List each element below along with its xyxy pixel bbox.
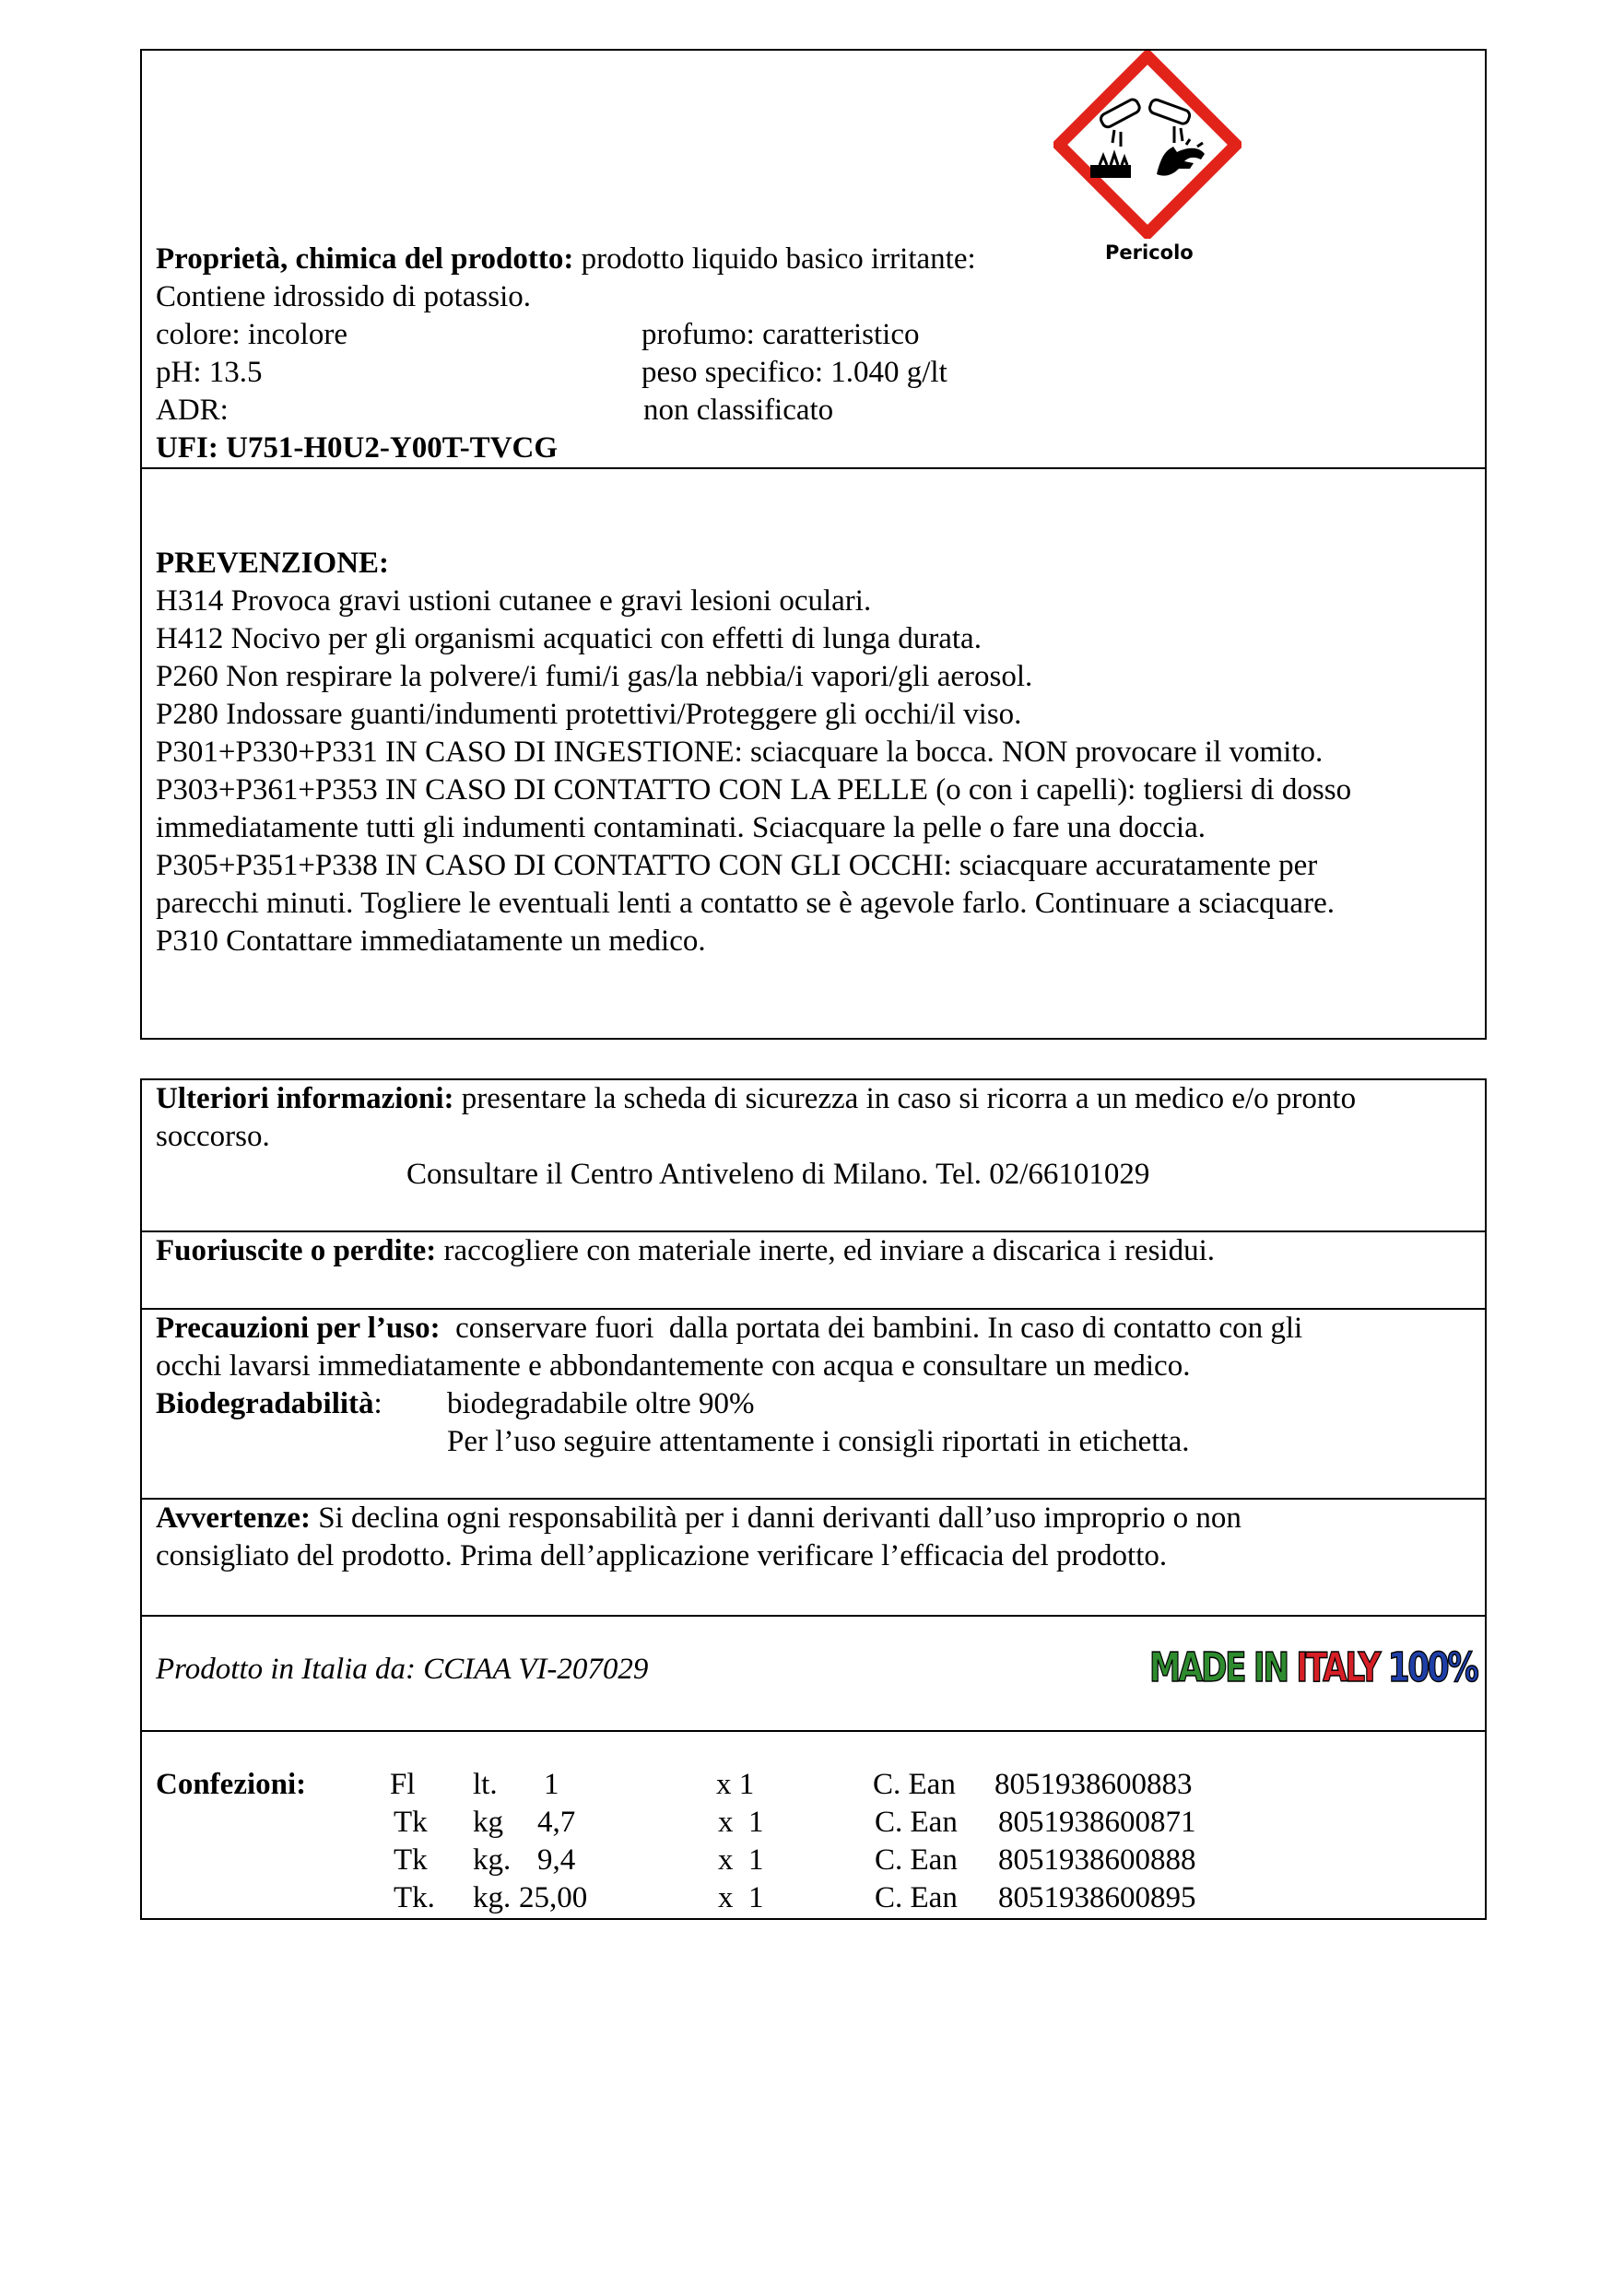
packaging-ean-label: C. Ean [875, 1881, 958, 1914]
biodegradability-value: biodegradabile oltre 90% [447, 1387, 755, 1420]
packaging-type: Tk. [394, 1881, 435, 1914]
packaging-qty: 9,4 [537, 1843, 576, 1877]
prevention-line: P280 Indossare guanti/indumenti protettivi/Proteggere gli occhi/il viso. [156, 698, 1022, 731]
packaging-ean: 8051938600895 [998, 1881, 1196, 1914]
spills-label: Fuoriuscite o perdite: [156, 1234, 437, 1267]
packaging-unit: kg [473, 1806, 503, 1839]
prevention-line: H314 Provoca gravi ustioni cutanee e gravi lesioni oculari. [156, 584, 872, 618]
made-in-italy-logo [1149, 1645, 1477, 1691]
prevention-line: P301+P330+P331 IN CASO DI INGESTIONE: sciacquare la bocca. NON provocare il vomito. [156, 736, 1324, 769]
packaging-mult: x 1 [718, 1843, 764, 1877]
packaging-ean-label: C. Ean [875, 1806, 958, 1839]
warnings-line-1 [156, 1500, 1242, 1537]
packaging-unit: kg. [473, 1881, 512, 1914]
precautions-line-2: occhi lavarsi immediatamente e abbondantemente con acqua e consultare un medico. [156, 1349, 1191, 1383]
info-line-1 [156, 1080, 1356, 1118]
biodegradability-note: Per l’uso seguire attentamente i consigli riportati in etichetta. [447, 1425, 1190, 1458]
packaging-unit: lt. [473, 1768, 498, 1801]
packaging-ean: 8051938600883 [994, 1768, 1193, 1801]
properties-adr-value: non classificato [643, 394, 834, 427]
packaging-mult: x 1 [718, 1881, 764, 1914]
packaging-mult: x 1 [716, 1768, 755, 1801]
divider [142, 1615, 1485, 1617]
logo-in: IN [1244, 1644, 1297, 1691]
warnings-text: Si declina ogni responsabilità per i danni derivanti dall’uso improprio o non [310, 1501, 1242, 1535]
properties-ufi [156, 430, 558, 467]
divider [142, 467, 1485, 469]
packaging-qty: 1 [544, 1768, 559, 1801]
logo-made: MADE [1149, 1644, 1245, 1691]
packaging-qty: 25,00 [519, 1881, 588, 1914]
packaging-qty: 4,7 [537, 1806, 576, 1839]
packaging-ean-label: C. Ean [875, 1843, 958, 1877]
precautions-line-1 [156, 1310, 1302, 1348]
warnings-line-2: consigliato del prodotto. Prima dell’applicazione verificare l’efficacia del prodotto. [156, 1539, 1168, 1572]
properties-title-line [156, 241, 976, 278]
biodegradability-colon: : [373, 1387, 382, 1420]
packaging-label [156, 1766, 306, 1804]
corrosion-icon [1053, 51, 1242, 239]
packaging-type: Tk [394, 1843, 428, 1877]
signal-word: Pericolo [1105, 241, 1194, 264]
info-centro-antiveleno: Consultare il Centro Antiveleno di Milano. Tel. 02/66101029 [406, 1158, 1150, 1191]
packaging-ean: 8051938600871 [998, 1806, 1196, 1839]
properties-adr-label: ADR: [156, 394, 229, 427]
packaging-mult: x 1 [718, 1806, 764, 1839]
prevention-line: immediatamente tutti gli indumenti contaminati. Sciacquare la pelle o fare una doccia. [156, 811, 1206, 844]
packaging-ean-label: C. Ean [873, 1768, 956, 1801]
packaging-ean: 8051938600888 [998, 1843, 1196, 1877]
properties-profumo: profumo: caratteristico [641, 318, 920, 351]
logo-percent: 100% [1379, 1644, 1477, 1691]
prevention-line: parecchi minuti. Togliere le eventuali lenti a contatto se è agevole farlo. Continuare a sciacquare. [156, 887, 1335, 920]
precautions-text: conservare fuori dalla portata dei bambini. In caso di contatto con gli [440, 1312, 1303, 1345]
packaging-type: Tk [394, 1806, 428, 1839]
prevention-line: H412 Nocivo per gli organismi acquatici con effetti di lunga durata. [156, 622, 982, 655]
properties-ph: pH: 13.5 [156, 356, 263, 389]
info-text: presentare la scheda di sicurezza in caso si ricorra a un medico e/o pronto [453, 1082, 1357, 1115]
precautions-label: Precauzioni per l’uso: [156, 1312, 441, 1345]
properties-title: Proprietà, chimica del prodotto: [156, 242, 574, 276]
prevention-line: P305+P351+P338 IN CASO DI CONTATTO CON GLI OCCHI: sciacquare accuratamente per [156, 849, 1318, 882]
spills-line [156, 1232, 1215, 1270]
info-label: Ulteriori informazioni: [156, 1082, 454, 1115]
warnings-label: Avvertenze: [156, 1501, 311, 1535]
properties-contains: Contiene idrossido di potassio. [156, 280, 531, 313]
packaging-type: Fl [390, 1768, 416, 1801]
prevention-heading: PREVENZIONE: [156, 547, 390, 580]
spills-text: raccogliere con materiale inerte, ed inviare a discarica i residui. [436, 1234, 1216, 1267]
ufi-code: UFI: U751-H0U2-Y00T-TVCG [156, 431, 559, 465]
prevention-line: P310 Contattare immediatamente un medico. [156, 924, 706, 958]
properties-description: prodotto liquido basico irritante: [573, 242, 976, 276]
prevention-line: P303+P361+P353 IN CASO DI CONTATTO CON LA PELLE (o con i capelli): togliersi di dosso [156, 773, 1352, 807]
divider [142, 1730, 1485, 1732]
properties-colore: colore: incolore [156, 318, 347, 351]
prevention-line: P260 Non respirare la polvere/i fumi/i gas/la nebbia/i vapori/gli aerosol. [156, 660, 1033, 693]
info-line-2: soccorso. [156, 1120, 270, 1153]
packaging-unit: kg. [473, 1843, 512, 1877]
prevention-title [156, 545, 389, 583]
logo-italy: ITALY [1296, 1644, 1380, 1691]
biodegradability-label [156, 1385, 382, 1423]
properties-peso: peso specifico: 1.040 g/lt [641, 356, 947, 389]
biodegradability-heading: Biodegradabilità [156, 1387, 374, 1420]
producer-text: Prodotto in Italia da: CCIAA VI-207029 [156, 1653, 649, 1686]
packaging-heading: Confezioni: [156, 1768, 307, 1801]
